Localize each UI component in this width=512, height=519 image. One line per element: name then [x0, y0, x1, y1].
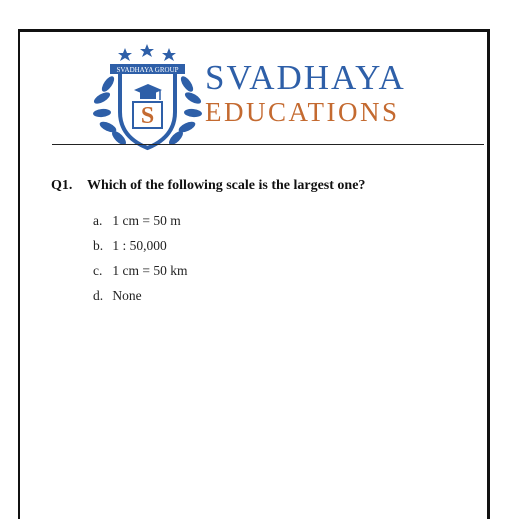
option-text: 1 cm = 50 m [112, 213, 181, 228]
option-text: None [112, 288, 142, 303]
option-letter: a. [93, 213, 103, 228]
option-letter: b. [93, 238, 104, 253]
header-divider [52, 144, 484, 145]
question-1 [51, 178, 365, 194]
option-c [93, 258, 187, 283]
option-letter: c. [93, 263, 103, 278]
svadhaya-logo [70, 42, 225, 154]
question-number: Q1. [51, 178, 73, 193]
document-page [18, 29, 490, 519]
option-d [93, 283, 187, 308]
option-a [93, 208, 187, 233]
question-text: Which of the following scale is the largest one? [87, 178, 366, 193]
brand-name [205, 60, 406, 128]
option-letter: d. [93, 288, 104, 303]
logo-ribbon-text: SVADHAYA GROUP [116, 66, 179, 74]
brand-line-1: SVADHAYA [205, 58, 406, 97]
option-b [93, 233, 187, 258]
brand-line-2: EDUCATIONS [205, 97, 400, 127]
option-text: 1 cm = 50 km [112, 263, 188, 278]
option-text: 1 : 50,000 [112, 238, 167, 253]
logo-letter: S [140, 103, 155, 129]
answer-options [93, 208, 187, 308]
stars-icon [118, 44, 176, 61]
